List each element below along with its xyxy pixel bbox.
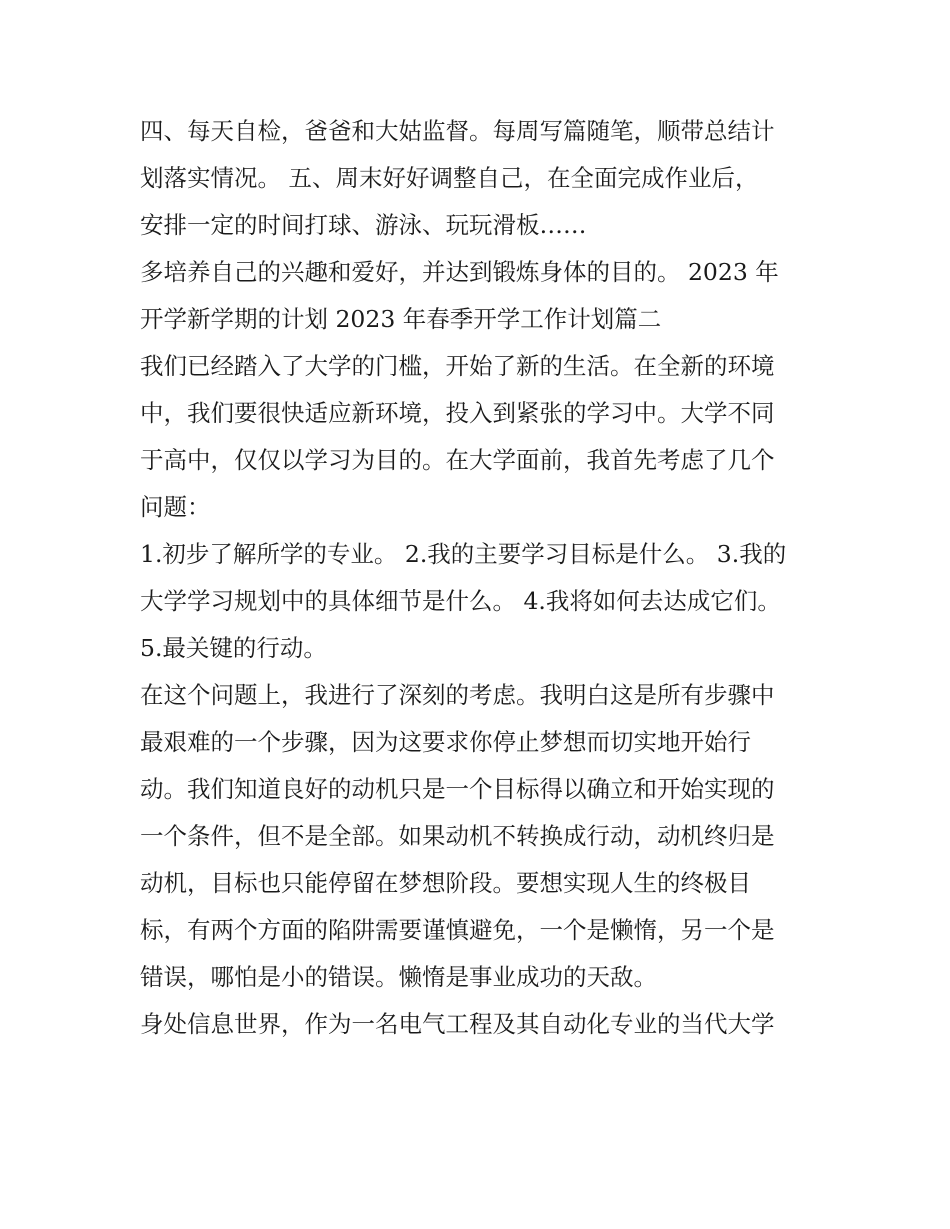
text-line: 中，我们要很快适应新环境，投入到紧张的学习中。大学不同 — [140, 399, 775, 427]
paragraph-question-list — [140, 531, 820, 672]
paragraph-information-world — [140, 1001, 820, 1048]
text-line: 动。我们知道良好的动机只是一个目标得以确立和开始实现的 — [140, 775, 775, 803]
paragraph-hobbies-title — [140, 249, 820, 343]
text-line: 身处信息世界，作为一名电气工程及其自动化专业的当代大学 — [140, 1010, 775, 1038]
text-line: 我们已经踏入了大学的门槛，开始了新的生活。在全新的环境 — [140, 352, 775, 380]
text-line: 错误，哪怕是小的错误。懒惰是事业成功的天敌。 — [140, 963, 657, 991]
text-line: 在这个问题上，我进行了深刻的考虑。我明白这是所有步骤中 — [140, 681, 775, 709]
text-line: 动机，目标也只能停留在梦想阶段。要想实现人生的终极目 — [140, 869, 751, 897]
text-line: 多培养自己的兴趣和爱好，并达到锻炼身体的目的。 2023 年 — [140, 258, 779, 286]
paragraph-university-intro — [140, 343, 820, 531]
text-line: 四、每天自检，爸爸和大姑监督。每周写篇随笔，顺带总结计 — [140, 117, 775, 145]
text-line: 大学学习规划中的具体细节是什么。 4.我将如何去达成它们。 — [140, 587, 781, 615]
text-line: 最艰难的一个步骤，因为这要求你停止梦想而切实地开始行 — [140, 728, 751, 756]
text-line: 问题： — [140, 493, 211, 521]
text-line: 一个条件，但不是全部。如果动机不转换成行动，动机终归是 — [140, 822, 775, 850]
paragraph-daily-check — [140, 108, 820, 249]
text-line: 标，有两个方面的陷阱需要谨慎避免，一个是懒惰，另一个是 — [140, 916, 775, 944]
text-line: 划落实情况。 五、周末好好调整自己，在全面完成作业后， — [140, 164, 759, 192]
text-line: 1.初步了解所学的专业。 2.我的主要学习目标是什么。 3.我的 — [140, 540, 787, 568]
text-line: 于高中，仅仅以学习为目的。在大学面前，我首先考虑了几个 — [140, 446, 775, 474]
document-body — [140, 108, 820, 1048]
text-line: 5.最关键的行动。 — [140, 634, 327, 662]
paragraph-action — [140, 672, 820, 1001]
text-line: 开学新学期的计划 2023 年春季开学工作计划篇二 — [140, 305, 662, 333]
text-line: 安排一定的时间打球、游泳、玩玩滑板…… — [140, 211, 587, 239]
